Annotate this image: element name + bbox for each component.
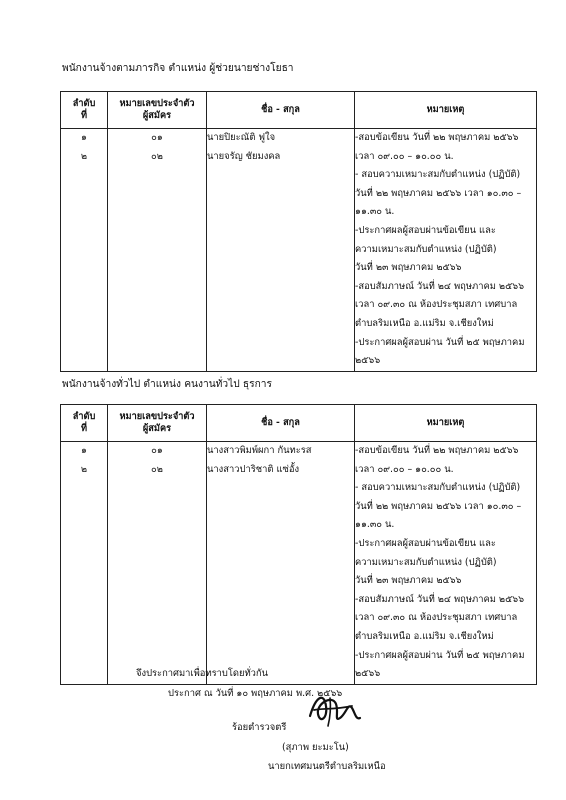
- certified-label: ร้อยตำรวจตรี: [232, 722, 287, 733]
- table-header-row: [61, 405, 537, 442]
- section2-heading: พนักงานจ้างทั่วไป ตำแหน่ง คนงานทั่วไป ธุรการ: [62, 379, 272, 390]
- section1-table: [60, 91, 537, 372]
- signature-image: [306, 688, 362, 730]
- name-cell: นายปิยะณัติ ฟูใจ นายจรัญ ชัยมงคล: [207, 129, 355, 372]
- table-row: [61, 129, 537, 372]
- remarks-cell: -สอบข้อเขียน วันที่ ๒๒ พฤษภาคม ๒๕๖๖ เวลา ๐๙.๐๐ – ๑๐.๐๐ น. - สอบความเหมาะสมกับตำแหน่ง (ปฏิบัติ) วันที่ ๒๒ พฤษภาคม ๒๕๖๖ เวลา ๑๐.๓๐ – ๑๑.๓๐ น. -ประกาศผลผู้สอบผ่านข้อเขียน และ ความเหมาะสมกับตำแหน่ง (ปฏิบัติ) วันที่ ๒๓ พฤษภาคม ๒๕๖๖ -สอบสัมภาษณ์ วันที่ ๒๔ พฤษภาคม ๒๕๖๖ เวลา ๐๙.๓๐ ณ ห้องประชุมสภา เทศบาล ตำบลริมเหนือ อ.แม่ริม จ.เชียงใหม่ -ประกาศผลผู้สอบผ่าน วันที่ ๒๕ พฤษภาคม ๒๕๖๖: [355, 442, 537, 685]
- name-header: ชื่อ - สกุล: [207, 405, 355, 442]
- applicant-number-cell: ๐๑ ๐๒: [108, 442, 207, 685]
- applicant-number-header: หมายเลขประจำตัว ผู้สมัคร: [108, 405, 207, 442]
- remarks-header: หมายเหตุ: [355, 92, 537, 129]
- announcement-date: ประกาศ ณ วันที่ ๑๐ พฤษภาคม พ.ศ. ๒๕๖๖: [168, 688, 343, 699]
- remarks-cell: -สอบข้อเขียน วันที่ ๒๒ พฤษภาคม ๒๕๖๖ เวลา ๐๙.๐๐ – ๑๐.๐๐ น. - สอบความเหมาะสมกับตำแหน่ง (ปฏิบัติ) วันที่ ๒๒ พฤษภาคม ๒๕๖๖ เวลา ๑๐.๓๐ – ๑๑.๓๐ น. -ประกาศผลผู้สอบผ่านข้อเขียน และ ความเหมาะสมกับตำแหน่ง (ปฏิบัติ) วันที่ ๒๓ พฤษภาคม ๒๕๖๖ -สอบสัมภาษณ์ วันที่ ๒๔ พฤษภาคม ๒๕๖๖ เวลา ๐๙.๓๐ ณ ห้องประชุมสภา เทศบาล ตำบลริมเหนือ อ.แม่ริม จ.เชียงใหม่ -ประกาศผลผู้สอบผ่าน วันที่ ๒๕ พฤษภาคม ๒๕๖๖: [355, 129, 537, 372]
- name-header: ชื่อ - สกุล: [207, 92, 355, 129]
- section1-heading: พนักงานจ้างตามภารกิจ ตำแหน่ง ผู้ช่วยนายช่างโยธา: [62, 63, 294, 74]
- signer-title: นายกเทศมนตรีตำบลริมเหนือ: [268, 761, 386, 772]
- announcement-text: จึงประกาศมาเพื่อทราบโดยทั่วกัน: [136, 668, 269, 679]
- name-cell: นางสาวพิมพ์ผกา กันทะรส นางสาวปาริชาติ แซ่อั้ง: [207, 442, 355, 685]
- signer-name: (สุภาพ ยะมะโน): [282, 742, 349, 753]
- order-cell: ๑ ๒: [61, 129, 108, 372]
- order-cell: ๑ ๒: [61, 442, 108, 685]
- order-header: ลำดับ ที่: [61, 92, 108, 129]
- remarks-header: หมายเหตุ: [355, 405, 537, 442]
- applicant-number-header: หมายเลขประจำตัว ผู้สมัคร: [108, 92, 207, 129]
- order-header: ลำดับ ที่: [61, 405, 108, 442]
- section2-table: [60, 404, 537, 685]
- table-header-row: [61, 92, 537, 129]
- applicant-number-cell: ๐๑ ๐๒: [108, 129, 207, 372]
- table-row: [61, 442, 537, 685]
